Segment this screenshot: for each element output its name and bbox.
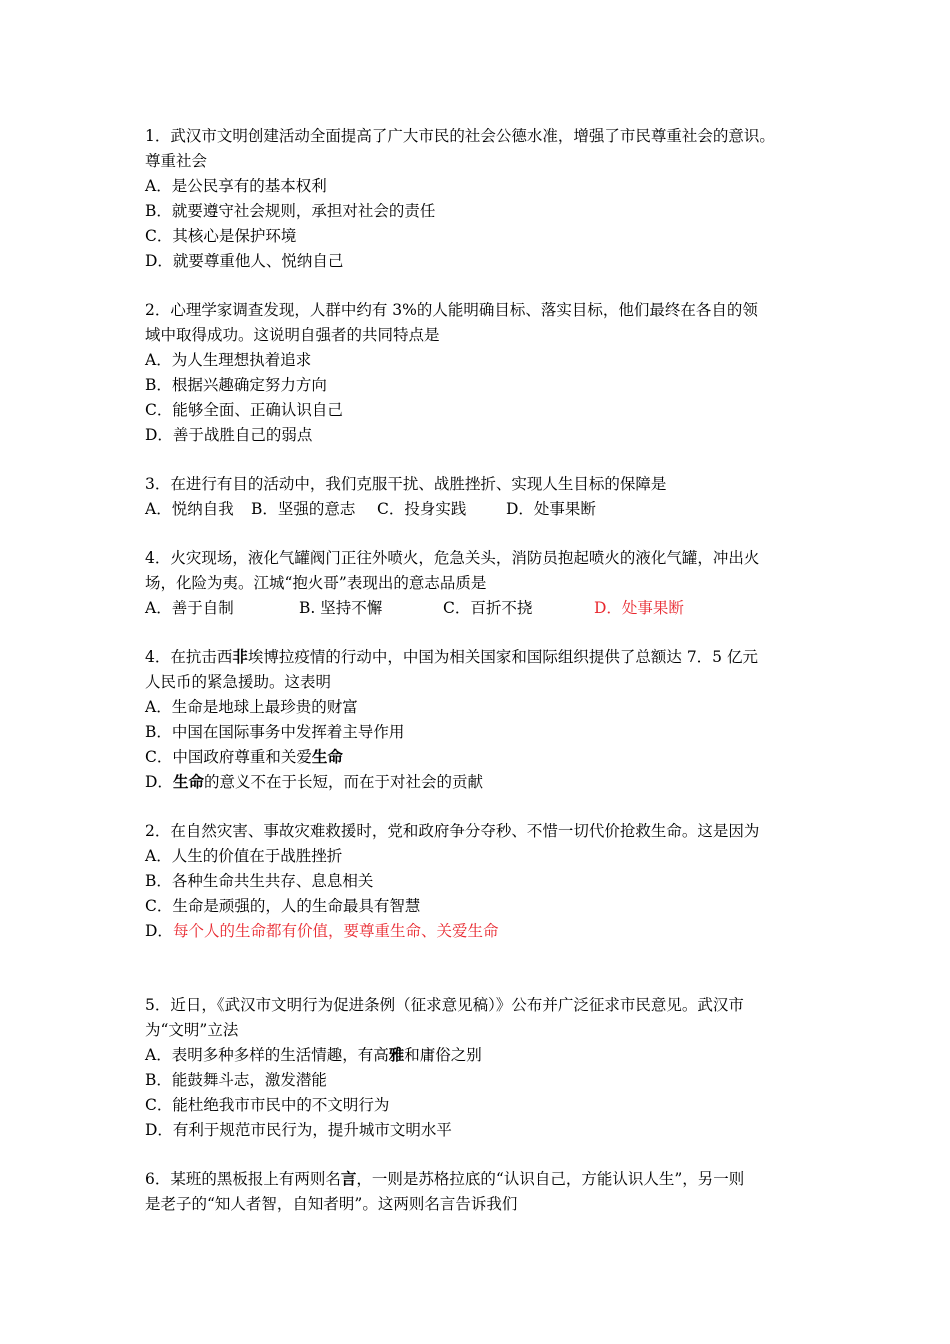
question-stem: 2．在自然灾害、事故灾难救援时，党和政府争分夺秒、不惜一切代价抢救生命。这是因为 <box>145 822 760 840</box>
question-stem: 4．火灾现场，液化气罐阀门正往外喷火，危急关头，消防员抱起喷火的液化气罐，冲出火 <box>145 549 760 567</box>
question-stem: 4．在抗击西非埃博拉疫情的行动中，中国为相关国家和国际组织提供了总额达 7．5 亿元 <box>145 648 758 666</box>
option-c: C．其核心是保护环境 <box>145 227 297 245</box>
option-b: B．能鼓舞斗志，激发潜能 <box>145 1071 327 1089</box>
option-b: B．坚强的意志 <box>251 500 356 518</box>
option-a: A．生命是地球上最珍贵的财富 <box>145 698 358 716</box>
option-d: D．生命的意义不在于长短，而在于对社会的贡献 <box>145 773 483 791</box>
option-a: A．悦纳自我 <box>145 500 234 518</box>
option-b: B．就要遵守社会规则，承担对社会的责任 <box>145 202 436 220</box>
question-2 <box>145 298 825 448</box>
option-d-answer: D．处事果断 <box>594 599 684 617</box>
option-a: A．为人生理想执着追求 <box>145 351 312 369</box>
option-d: D．就要尊重他人、悦纳自己 <box>145 252 344 270</box>
option-a: A．是公民享有的基本权利 <box>145 177 327 195</box>
question-4-fire <box>145 546 825 621</box>
option-c: C．能杜绝我市市民中的不文明行为 <box>145 1096 390 1114</box>
question-5 <box>145 993 825 1143</box>
option-d: D．有利于规范市民行为，提升城市文明水平 <box>145 1121 452 1139</box>
option-c: C．投身实践 <box>377 500 467 518</box>
question-2-disaster <box>145 819 825 944</box>
option-d: D．每个人的生命都有价值，要尊重生命、关爱生命 <box>145 922 499 940</box>
option-a: A．人生的价值在于战胜挫折 <box>145 847 343 865</box>
option-b: B．根据兴趣确定努力方向 <box>145 376 327 394</box>
question-stem: 为“文明”立法 <box>145 1021 239 1039</box>
question-stem: 是老子的“知人者智，自知者明”。这两则名言告诉我们 <box>145 1195 518 1213</box>
question-stem: 域中取得成功。这说明自强者的共同特点是 <box>145 326 440 344</box>
options-row <box>145 497 825 522</box>
option-c: C．中国政府尊重和关爱生命 <box>145 748 343 766</box>
question-stem: 2．心理学家调查发现，人群中约有 3%的人能明确目标、落实目标，他们最终在各自的领 <box>145 301 758 319</box>
option-c: C．生命是顽强的，人的生命最具有智慧 <box>145 897 421 915</box>
option-d-answer: 每个人的生命都有价值，要尊重生命、关爱生命 <box>172 922 499 940</box>
question-1 <box>145 124 825 274</box>
question-stem: 6．某班的黑板报上有两则名言，一则是苏格拉底的“认识自己，方能认识人生”，另一则 <box>145 1170 745 1188</box>
question-list <box>145 124 825 1217</box>
option-a: A．表明多种多样的生活情趣，有高雅和庸俗之别 <box>145 1046 482 1064</box>
question-3 <box>145 472 825 522</box>
option-a: A．善于自制 <box>145 599 234 617</box>
option-c: C．百折不挠 <box>443 599 533 617</box>
option-d: D．善于战胜自己的弱点 <box>145 426 313 444</box>
question-stem: 1．武汉市文明创建活动全面提高了广大市民的社会公德水准，增强了市民尊重社会的意识。 <box>145 127 775 145</box>
question-stem: 尊重社会 <box>145 152 208 170</box>
question-6 <box>145 1167 825 1217</box>
question-stem: 3．在进行有目的活动中，我们克服干扰、战胜挫折、实现人生目标的保障是 <box>145 475 667 493</box>
option-c: C．能够全面、正确认识自己 <box>145 401 343 419</box>
question-stem: 人民币的紧急援助。这表明 <box>145 673 332 691</box>
question-4-ebola <box>145 645 825 795</box>
option-b: B．各种生命共生共存、息息相关 <box>145 872 374 890</box>
options-row <box>145 596 825 621</box>
question-stem: 场，化险为夷。江城“抱火哥”表现出的意志品质是 <box>145 574 487 592</box>
question-stem: 5．近日，《武汉市文明行为促进条例（征求意见稿）》公布并广泛征求市民意见。武汉市 <box>145 996 744 1014</box>
option-d: D．处事果断 <box>506 500 596 518</box>
option-b: B．中国在国际事务中发挥着主导作用 <box>145 723 405 741</box>
option-b: B. 坚持不懈 <box>299 599 383 617</box>
